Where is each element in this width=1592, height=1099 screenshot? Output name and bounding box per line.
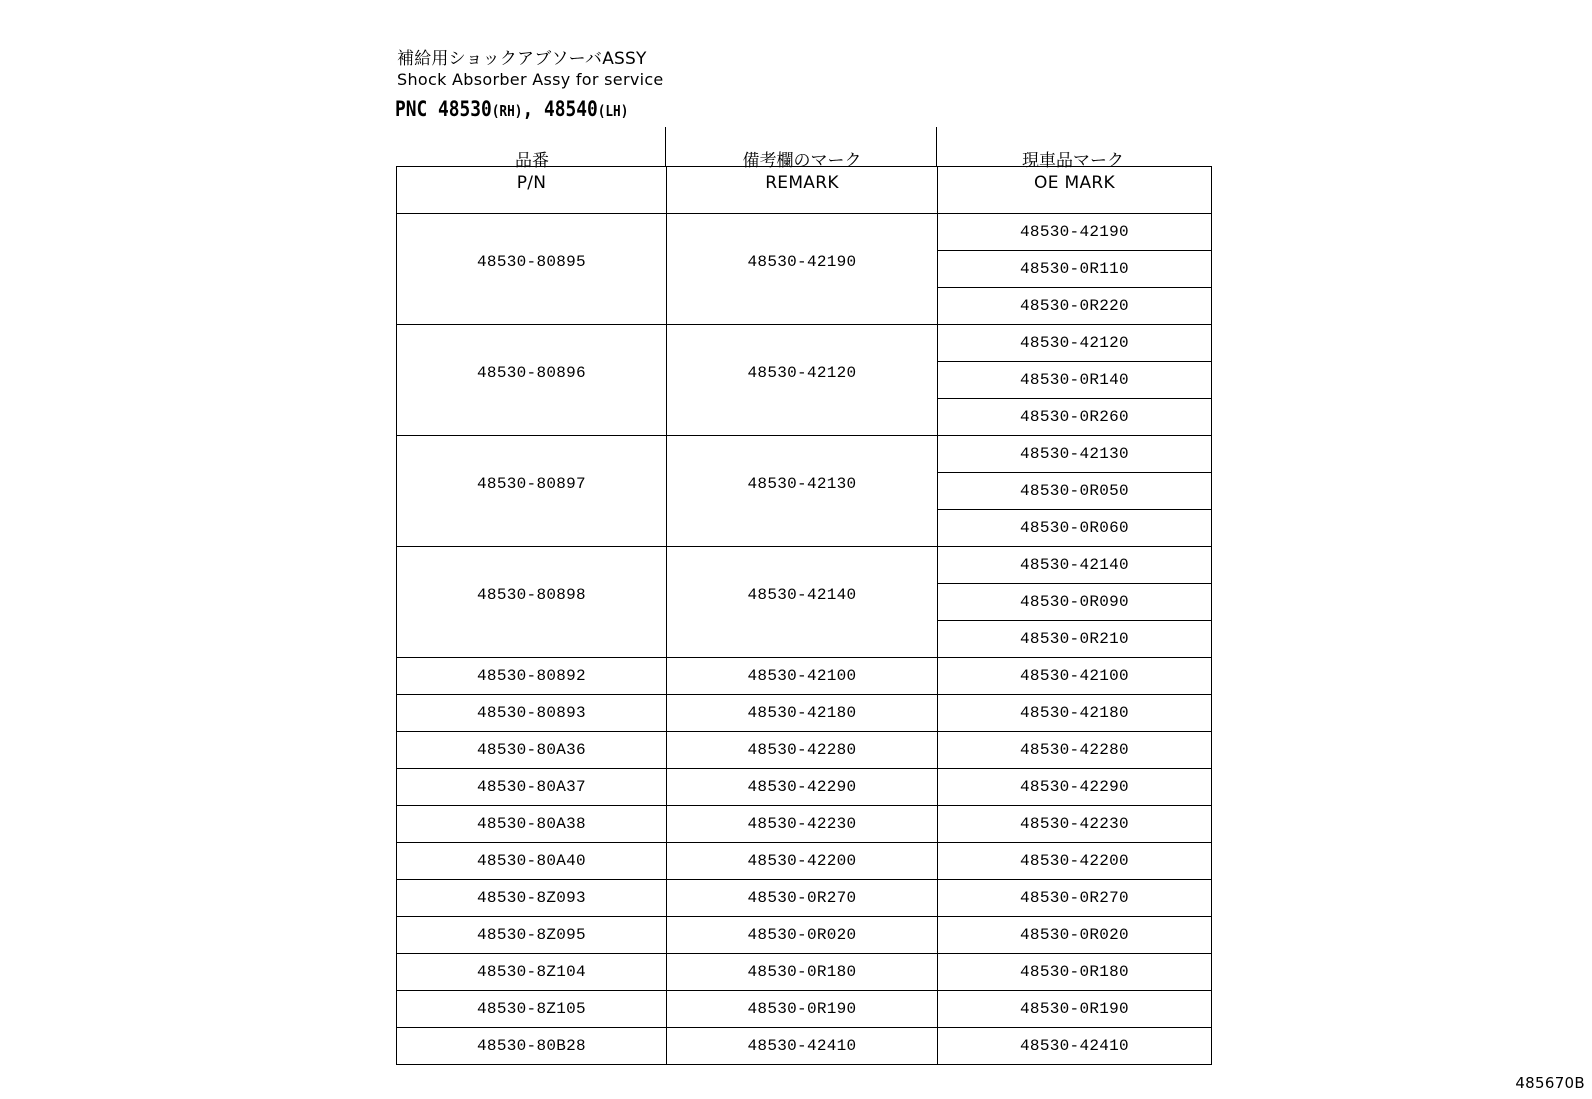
table-row: [397, 806, 1212, 843]
oe-mark-cell: 48530-42140: [938, 547, 1212, 584]
parts-table: [396, 166, 1212, 1065]
part-number-cell: 48530-80A38: [397, 806, 667, 843]
oe-mark-cell: 48530-0R060: [938, 510, 1212, 547]
oe-mark-cell: 48530-42200: [938, 843, 1212, 880]
pnc-rh-side: (RH): [491, 102, 523, 120]
reference-code: 485670B: [1515, 1074, 1585, 1092]
part-number-cell: 48530-80895: [397, 214, 667, 325]
remark-cell: 48530-42200: [667, 843, 938, 880]
table-row: [397, 917, 1212, 954]
part-number-cell: 48530-80B28: [397, 1028, 667, 1065]
part-number-cell: 48530-80A40: [397, 843, 667, 880]
table-row: [397, 991, 1212, 1028]
oe-mark-cell: 48530-0R110: [938, 251, 1212, 288]
table-row: [397, 769, 1212, 806]
pnc-lh-side: (LH): [597, 102, 629, 120]
table-row: [397, 695, 1212, 732]
oe-mark-cell: 48530-42410: [938, 1028, 1212, 1065]
header-pn-jp: 品番: [515, 151, 549, 171]
parts-table-body: [397, 167, 1212, 1065]
oe-mark-cell: 48530-42230: [938, 806, 1212, 843]
oe-mark-cell: 48530-0R180: [938, 954, 1212, 991]
header-pn: P/N: [397, 167, 667, 214]
oe-mark-cell: 48530-42280: [938, 732, 1212, 769]
pnc-rh-code: 48530: [438, 97, 492, 121]
part-number-cell: 48530-8Z095: [397, 917, 667, 954]
oe-mark-cell: 48530-0R050: [938, 473, 1212, 510]
table-row: [397, 214, 1212, 251]
pnc-separator: ,: [522, 97, 534, 121]
oe-mark-cell: 48530-42100: [938, 658, 1212, 695]
remark-cell: 48530-42180: [667, 695, 938, 732]
table-row: [397, 547, 1212, 584]
pnc-label: PNC: [395, 97, 428, 121]
oe-mark-cell: 48530-42290: [938, 769, 1212, 806]
part-number-cell: 48530-8Z105: [397, 991, 667, 1028]
part-number-cell: 48530-80897: [397, 436, 667, 547]
table-row: [397, 954, 1212, 991]
remark-cell: 48530-0R180: [667, 954, 938, 991]
part-number-cell: 48530-80A37: [397, 769, 667, 806]
table-row: [397, 436, 1212, 473]
remark-cell: 48530-42100: [667, 658, 938, 695]
pnc-line: [395, 97, 628, 121]
remark-cell: 48530-0R190: [667, 991, 938, 1028]
oe-mark-cell: 48530-0R020: [938, 917, 1212, 954]
header-oe-mark: OE MARK: [938, 167, 1212, 214]
oe-mark-cell: 48530-0R090: [938, 584, 1212, 621]
remark-cell: 48530-42410: [667, 1028, 938, 1065]
remark-cell: 48530-42230: [667, 806, 938, 843]
table-row: [397, 1028, 1212, 1065]
table-row: [397, 325, 1212, 362]
title-japanese: 補給用ショックアブソーバASSY: [397, 49, 647, 69]
pnc-lh-code: 48540: [543, 97, 598, 121]
part-number-cell: 48530-80898: [397, 547, 667, 658]
table-row: [397, 880, 1212, 917]
remark-cell: 48530-42280: [667, 732, 938, 769]
oe-mark-cell: 48530-0R270: [938, 880, 1212, 917]
table-row: [397, 843, 1212, 880]
part-number-cell: 48530-80892: [397, 658, 667, 695]
title-english: Shock Absorber Assy for service: [397, 70, 664, 89]
remark-cell: 48530-0R020: [667, 917, 938, 954]
remark-cell: 48530-0R270: [667, 880, 938, 917]
table-row: [397, 732, 1212, 769]
table-row: [397, 658, 1212, 695]
oe-mark-cell: 48530-0R260: [938, 399, 1212, 436]
remark-cell: 48530-42290: [667, 769, 938, 806]
header-remark-jp: 備考欄のマーク: [742, 151, 862, 171]
part-number-cell: 48530-80A36: [397, 732, 667, 769]
oe-mark-cell: 48530-42190: [938, 214, 1212, 251]
oe-mark-cell: 48530-42130: [938, 436, 1212, 473]
oe-mark-cell: 48530-42180: [938, 695, 1212, 732]
oe-mark-cell: 48530-0R140: [938, 362, 1212, 399]
oe-mark-cell: 48530-0R220: [938, 288, 1212, 325]
header-remark: REMARK: [667, 167, 938, 214]
oe-mark-cell: 48530-42120: [938, 325, 1212, 362]
remark-cell: 48530-42120: [667, 325, 938, 436]
remark-cell: 48530-42130: [667, 436, 938, 547]
oe-mark-cell: 48530-0R210: [938, 621, 1212, 658]
header-oe-jp: 現車品マーク: [1022, 151, 1124, 171]
part-number-cell: 48530-80896: [397, 325, 667, 436]
table-header-row: [397, 167, 1212, 214]
part-number-cell: 48530-8Z104: [397, 954, 667, 991]
remark-cell: 48530-42140: [667, 547, 938, 658]
oe-mark-cell: 48530-0R190: [938, 991, 1212, 1028]
part-number-cell: 48530-80893: [397, 695, 667, 732]
part-number-cell: 48530-8Z093: [397, 880, 667, 917]
remark-cell: 48530-42190: [667, 214, 938, 325]
